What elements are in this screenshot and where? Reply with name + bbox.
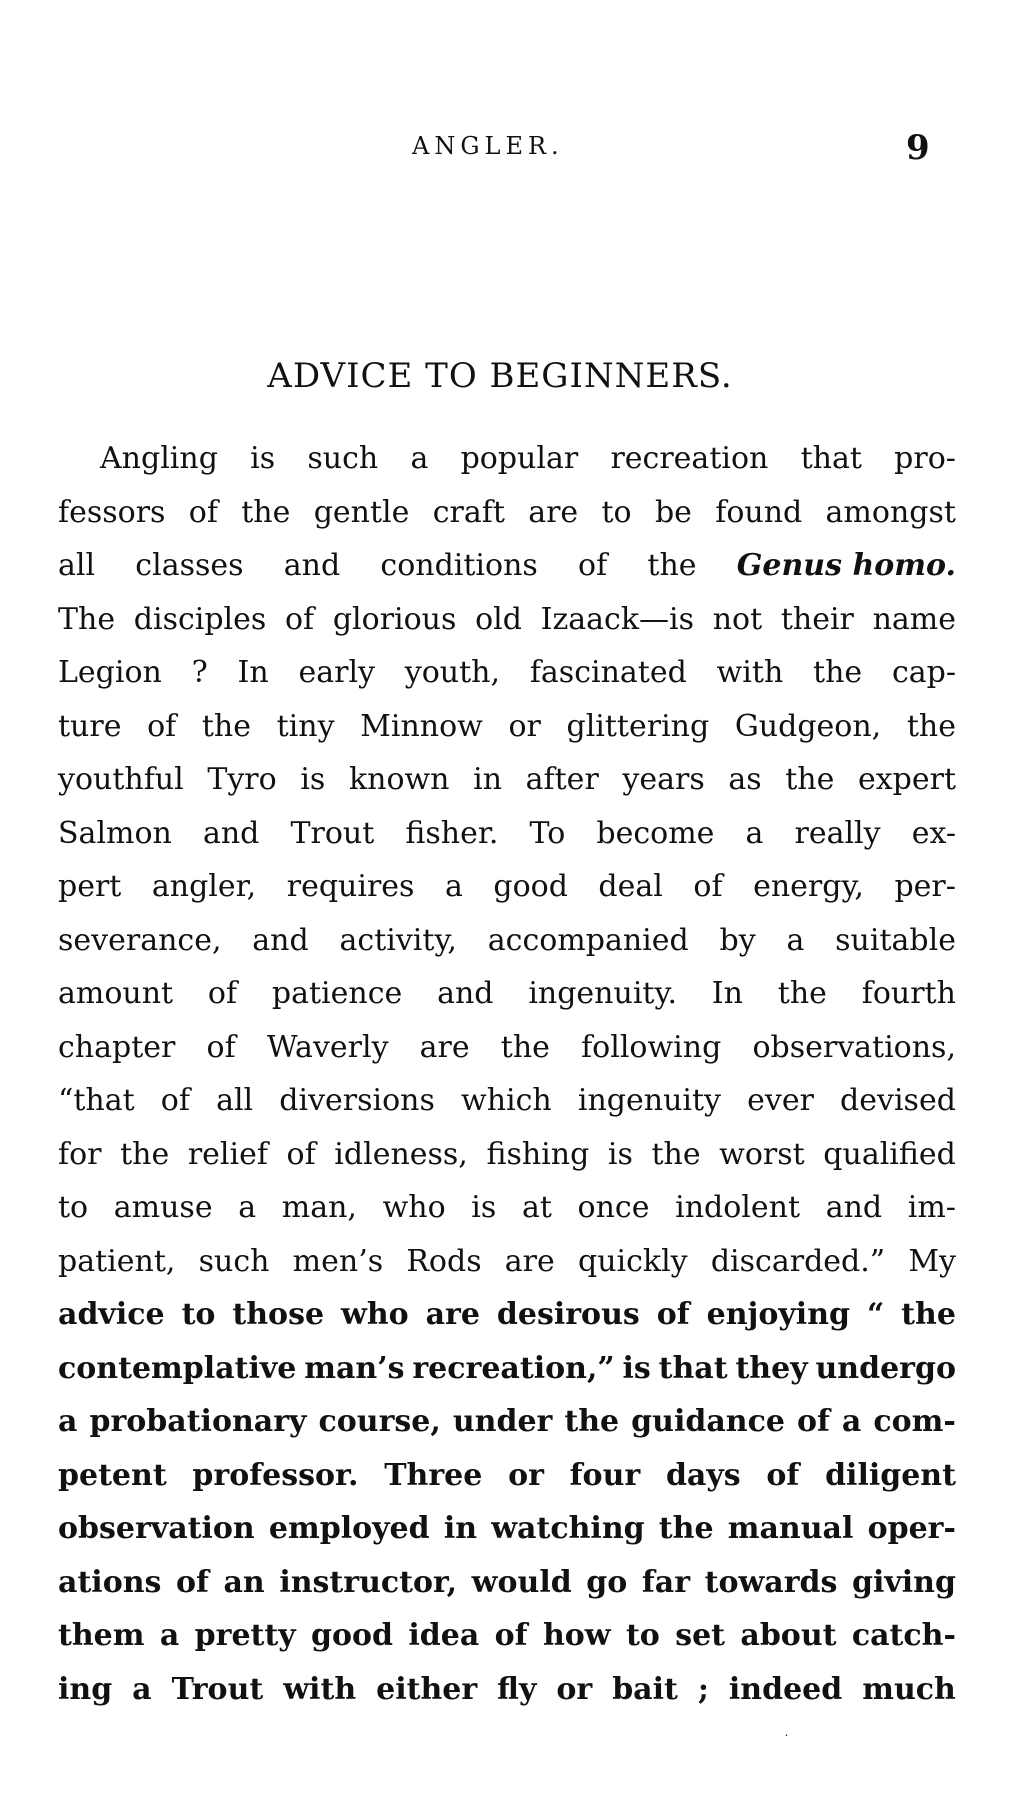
word: manual: [727, 1511, 854, 1546]
word: gentle: [313, 494, 410, 530]
word: are: [528, 494, 579, 530]
word: Trout: [171, 1671, 264, 1707]
word: fascinated: [529, 655, 687, 690]
word: advice: [58, 1297, 165, 1332]
word: of: [578, 548, 608, 583]
word: watching: [491, 1511, 645, 1546]
word: at: [521, 1190, 552, 1225]
word: qualified: [823, 1136, 956, 1172]
text-line: [58, 914, 956, 968]
word: the: [813, 655, 863, 690]
text-line: [58, 967, 956, 1021]
word: old: [475, 601, 522, 637]
word: all: [216, 1083, 254, 1118]
word: devised: [840, 1083, 956, 1118]
word: of: [160, 1083, 190, 1118]
word: a: [238, 1190, 257, 1225]
word: all: [58, 548, 96, 583]
word: or: [556, 1671, 593, 1707]
word: To: [529, 815, 566, 851]
word: far: [641, 1564, 691, 1600]
word: discarded.”: [710, 1243, 886, 1279]
word: either: [376, 1671, 478, 1707]
word: suitable: [835, 922, 956, 958]
word: Legion: [58, 655, 162, 690]
word: expert: [857, 762, 956, 797]
word: idleness,: [334, 1136, 468, 1172]
word: Minnow: [360, 708, 483, 744]
word: the: [777, 976, 827, 1011]
word: cap-: [891, 655, 956, 690]
text-line: [58, 1074, 956, 1128]
word: and: [283, 548, 341, 583]
word: ingenuity: [577, 1083, 721, 1118]
word: the: [906, 708, 956, 744]
word: a: [745, 815, 764, 851]
word: their: [780, 601, 854, 637]
word: the: [241, 494, 291, 530]
word: In: [711, 976, 743, 1011]
word: them: [58, 1618, 145, 1653]
word: to: [181, 1297, 216, 1332]
word: youthful: [58, 762, 184, 797]
word: in: [443, 1511, 478, 1546]
word: accompanied: [487, 922, 689, 958]
word: observations,: [752, 1029, 956, 1065]
word: really: [794, 815, 881, 851]
word: to: [601, 494, 632, 530]
word: once: [577, 1190, 650, 1225]
word: diligent: [825, 1457, 956, 1493]
word: worst: [719, 1136, 805, 1172]
running-head: [0, 128, 1024, 168]
word: The: [58, 601, 116, 637]
word: and: [202, 815, 260, 851]
word: Salmon: [58, 815, 172, 851]
word: of: [766, 1457, 800, 1493]
word: of: [206, 1029, 236, 1065]
word: activity,: [339, 922, 457, 958]
text-line: [58, 860, 956, 914]
word: ations: [58, 1564, 162, 1600]
word: or: [508, 1457, 544, 1493]
word: a: [132, 1671, 152, 1707]
word: name: [872, 601, 956, 637]
word: man,: [281, 1190, 357, 1225]
text-line: [58, 432, 956, 486]
text-line: [58, 539, 956, 593]
text-line: [58, 807, 956, 861]
word: conditions: [380, 548, 538, 583]
word: of: [207, 976, 238, 1011]
word: Angling: [100, 441, 218, 476]
word: is: [607, 1136, 633, 1172]
word: is: [300, 762, 326, 797]
word: go: [586, 1564, 628, 1600]
text-line: [58, 486, 956, 540]
word: man’s: [304, 1350, 405, 1386]
word: relief: [187, 1136, 268, 1172]
word: found: [715, 494, 803, 530]
word: set: [675, 1618, 726, 1653]
word: fessors: [58, 494, 166, 530]
word: ex-: [911, 815, 956, 851]
word: ture: [58, 708, 122, 744]
word: My: [908, 1243, 956, 1279]
word: requires: [286, 869, 415, 904]
word: to: [625, 1618, 660, 1653]
word: who: [341, 1297, 409, 1332]
word: fishing: [486, 1136, 590, 1172]
word: amongst: [825, 494, 956, 530]
word: enjoying: [706, 1297, 850, 1332]
word: oper-: [867, 1511, 956, 1546]
text-line: [58, 1021, 956, 1075]
word: per-: [894, 869, 956, 904]
word: ;: [697, 1671, 709, 1707]
word: a: [444, 869, 463, 904]
word: tiny: [276, 708, 335, 744]
word: that: [800, 441, 862, 476]
word: or: [508, 708, 541, 744]
word: severance,: [58, 922, 222, 958]
word: the: [120, 1136, 170, 1172]
text-line: [58, 646, 956, 700]
word: Three: [384, 1457, 483, 1493]
text-line: [58, 700, 956, 754]
word: early: [298, 655, 375, 690]
word: glittering: [566, 708, 710, 744]
word: with: [283, 1671, 357, 1707]
word: professor.: [192, 1457, 359, 1493]
word: days: [665, 1457, 741, 1493]
word: guidance: [631, 1404, 785, 1439]
word: ?: [191, 655, 208, 690]
word: are: [504, 1243, 555, 1279]
word: desirous: [496, 1297, 640, 1332]
word: glorious: [332, 601, 457, 637]
word: about: [740, 1618, 837, 1653]
word: of: [796, 1404, 830, 1439]
word: would: [471, 1564, 572, 1600]
word: bait: [612, 1671, 678, 1707]
word: known: [348, 762, 450, 797]
italic-phrase: Genus homo.: [736, 548, 956, 583]
word: how: [542, 1618, 611, 1653]
word: giving: [851, 1564, 956, 1600]
word: observation: [58, 1511, 255, 1546]
word: “that: [58, 1083, 135, 1118]
word: pro-: [894, 441, 956, 476]
word: are: [425, 1297, 480, 1332]
word: In: [237, 655, 269, 690]
running-title: ANGLER.: [412, 132, 564, 160]
word: as: [728, 762, 762, 797]
word: Tyro: [207, 762, 277, 797]
word: in: [473, 762, 503, 797]
word: an: [223, 1564, 265, 1600]
word: are: [419, 1029, 470, 1065]
word: fisher.: [405, 815, 499, 851]
word: those: [232, 1297, 325, 1332]
word: pert: [58, 869, 122, 904]
word: petent: [58, 1457, 167, 1493]
word: im-: [907, 1190, 956, 1225]
word: men’s: [292, 1243, 384, 1279]
body-paragraph: [58, 432, 956, 1716]
text-line: [58, 1663, 956, 1717]
word: the: [201, 708, 252, 744]
text-line: [58, 1235, 956, 1289]
word: patient,: [58, 1243, 176, 1279]
word: the: [651, 1136, 701, 1172]
word: ing: [58, 1671, 113, 1707]
word: that: [658, 1350, 728, 1386]
word: amount: [58, 976, 174, 1011]
word: a: [159, 1618, 180, 1653]
text-line: [58, 1609, 956, 1663]
word: is: [622, 1350, 651, 1386]
word: of: [284, 601, 315, 637]
word: with: [716, 655, 784, 690]
word: such: [307, 441, 379, 476]
word: indeed: [728, 1671, 843, 1707]
text-line: [58, 1288, 956, 1342]
word: ingenuity.: [528, 976, 677, 1011]
word: be: [654, 494, 692, 530]
word: and: [252, 922, 309, 958]
word: ever: [747, 1083, 814, 1118]
word: the: [647, 548, 697, 583]
word: for: [58, 1136, 102, 1172]
word: of: [286, 1136, 316, 1172]
word: fly: [497, 1671, 537, 1707]
word: undergo: [815, 1350, 956, 1386]
word: to: [58, 1190, 89, 1225]
word: diversions: [279, 1083, 435, 1118]
word: towards: [704, 1564, 838, 1600]
word: energy,: [753, 869, 864, 904]
word: popular: [460, 441, 579, 476]
word: “: [866, 1297, 885, 1332]
word: after: [525, 762, 599, 797]
word: the: [901, 1297, 956, 1332]
word: craft: [432, 494, 505, 530]
word: probationary: [89, 1404, 307, 1439]
word: course,: [318, 1404, 441, 1439]
word: Gudgeon,: [734, 708, 882, 744]
text-line: [58, 1128, 956, 1182]
word: and: [825, 1190, 883, 1225]
word: such: [198, 1243, 270, 1279]
word: who: [382, 1190, 446, 1225]
text-line: [58, 593, 956, 647]
word: a: [58, 1404, 78, 1439]
word: which: [461, 1083, 552, 1118]
word: contemplative: [58, 1350, 297, 1386]
word: disciples: [133, 601, 267, 637]
text-line: [58, 1181, 956, 1235]
chapter-title: ADVICE TO BEGINNERS.: [267, 356, 733, 396]
word: good: [493, 869, 568, 904]
text-line: [58, 1449, 956, 1503]
word: Trout: [290, 815, 375, 851]
word: recreation,”: [412, 1350, 615, 1386]
word: of: [175, 1564, 209, 1600]
word: Izaack—is: [540, 601, 695, 637]
word: classes: [135, 548, 244, 583]
word: recreation: [610, 441, 769, 476]
word: become: [596, 815, 715, 851]
word: angler,: [151, 869, 257, 904]
word: indolent: [675, 1190, 801, 1225]
word: a: [410, 441, 429, 476]
word: catch-: [851, 1618, 956, 1653]
text-line: [58, 753, 956, 807]
word: following: [581, 1029, 722, 1065]
text-line: [58, 1502, 956, 1556]
word: the: [785, 762, 835, 797]
word: of: [188, 494, 218, 530]
word: under: [452, 1404, 553, 1439]
page-number: 9: [906, 128, 930, 168]
word: instructor,: [279, 1564, 458, 1600]
word: pretty: [194, 1618, 296, 1653]
word: is: [250, 441, 276, 476]
word: chapter: [58, 1029, 176, 1065]
text-line: [58, 1556, 956, 1610]
word: of: [494, 1618, 528, 1653]
word: quickly: [577, 1243, 688, 1279]
word: and: [437, 976, 494, 1011]
word: by: [719, 922, 756, 958]
word: a: [786, 922, 805, 958]
word: deal: [598, 869, 663, 904]
word: idea: [408, 1618, 480, 1653]
word: good: [311, 1618, 394, 1653]
word: employed: [268, 1511, 430, 1546]
word: the: [564, 1404, 620, 1439]
word: amuse: [113, 1190, 213, 1225]
text-line: [58, 1342, 956, 1396]
word: Waverly: [266, 1029, 389, 1065]
word: patience: [271, 976, 403, 1011]
word: the: [500, 1029, 550, 1065]
word: of: [656, 1297, 690, 1332]
word: is: [471, 1190, 497, 1225]
word: much: [862, 1671, 956, 1707]
word: Rods: [406, 1243, 482, 1279]
word: years: [622, 762, 705, 797]
word: not: [712, 601, 763, 637]
word: of: [693, 869, 723, 904]
text-line: [58, 1395, 956, 1449]
word: the: [658, 1511, 714, 1546]
word: youth,: [404, 655, 501, 690]
word: of: [147, 708, 177, 744]
word: they: [735, 1350, 808, 1386]
word: com-: [873, 1404, 956, 1439]
printer-speck: ˙: [783, 1733, 790, 1749]
word: a: [841, 1404, 862, 1439]
word: four: [569, 1457, 641, 1493]
word: fourth: [861, 976, 956, 1011]
